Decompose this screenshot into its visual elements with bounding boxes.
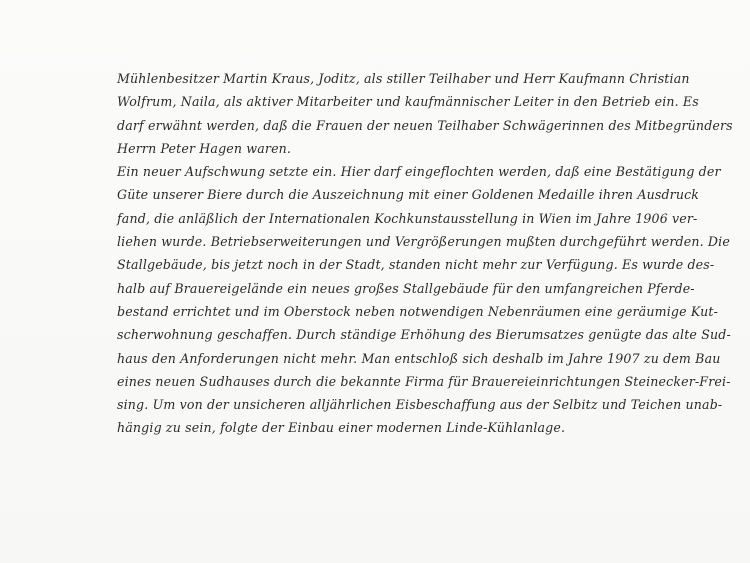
text-line: scherwohnung geschaffen. Durch ständige Erhöhung des Bierumsatzes genügte das alte Sud- [117, 327, 731, 343]
text-line: darf erwähnt werden, daß die Frauen der neuen Teilhaber Schwägerinnen des Mitbegründers [117, 117, 733, 133]
text-line: Stallgebäude, bis jetzt noch in der Stadt, standen nicht mehr zur Verfügung. Es wurde des- [117, 257, 715, 273]
text-line: bestand errichtet und im Oberstock neben notwendigen Nebenräumen eine geräumige Kut- [117, 303, 719, 319]
body-text [117, 67, 733, 440]
text-line: Ein neuer Aufschwung setzte ein. Hier darf eingeflochten werden, daß eine Bestätigung der [117, 164, 721, 180]
text-line: Güte unserer Biere durch die Auszeichnung mit einer Goldenen Medaille ihren Ausdruck [117, 187, 700, 203]
text-line: fand, die anläßlich der Internationalen Kochkunstausstellung in Wien im Jahre 1906 ver- [117, 210, 698, 226]
text-line: Mühlenbesitzer Martin Kraus, Joditz, als stiller Teilhaber und Herr Kaufmann Christian [117, 71, 690, 86]
text-line: haus den Anforderungen nicht mehr. Man entschloß sich deshalb im Jahre 1907 zu dem Bau [117, 350, 721, 366]
text-line: eines neuen Sudhauses durch die bekannte Firma für Brauereieinrichtungen Steinecker-Frei- [117, 373, 731, 389]
text-line: Wolfrum, Naila, als aktiver Mitarbeiter und kaufmännischer Leiter in den Betrieb ein. Es [117, 94, 699, 110]
text-line: halb auf Brauereigelände ein neues großes Stallgebäude für den umfangreichen Pferde- [117, 280, 695, 296]
text-line: liehen wurde. Betriebserweiterungen und Vergrößerungen mußten durchgeführt werden. Die [117, 234, 730, 250]
text-line: sing. Um von der unsicheren alljährlichen Eisbeschaffung aus der Selbitz und Teichen unab- [117, 397, 723, 413]
text-line: hängig zu sein, folgte der Einbau einer modernen Linde-Kühlanlage. [117, 420, 566, 436]
text-line: Herrn Peter Hagen waren. [117, 140, 292, 156]
